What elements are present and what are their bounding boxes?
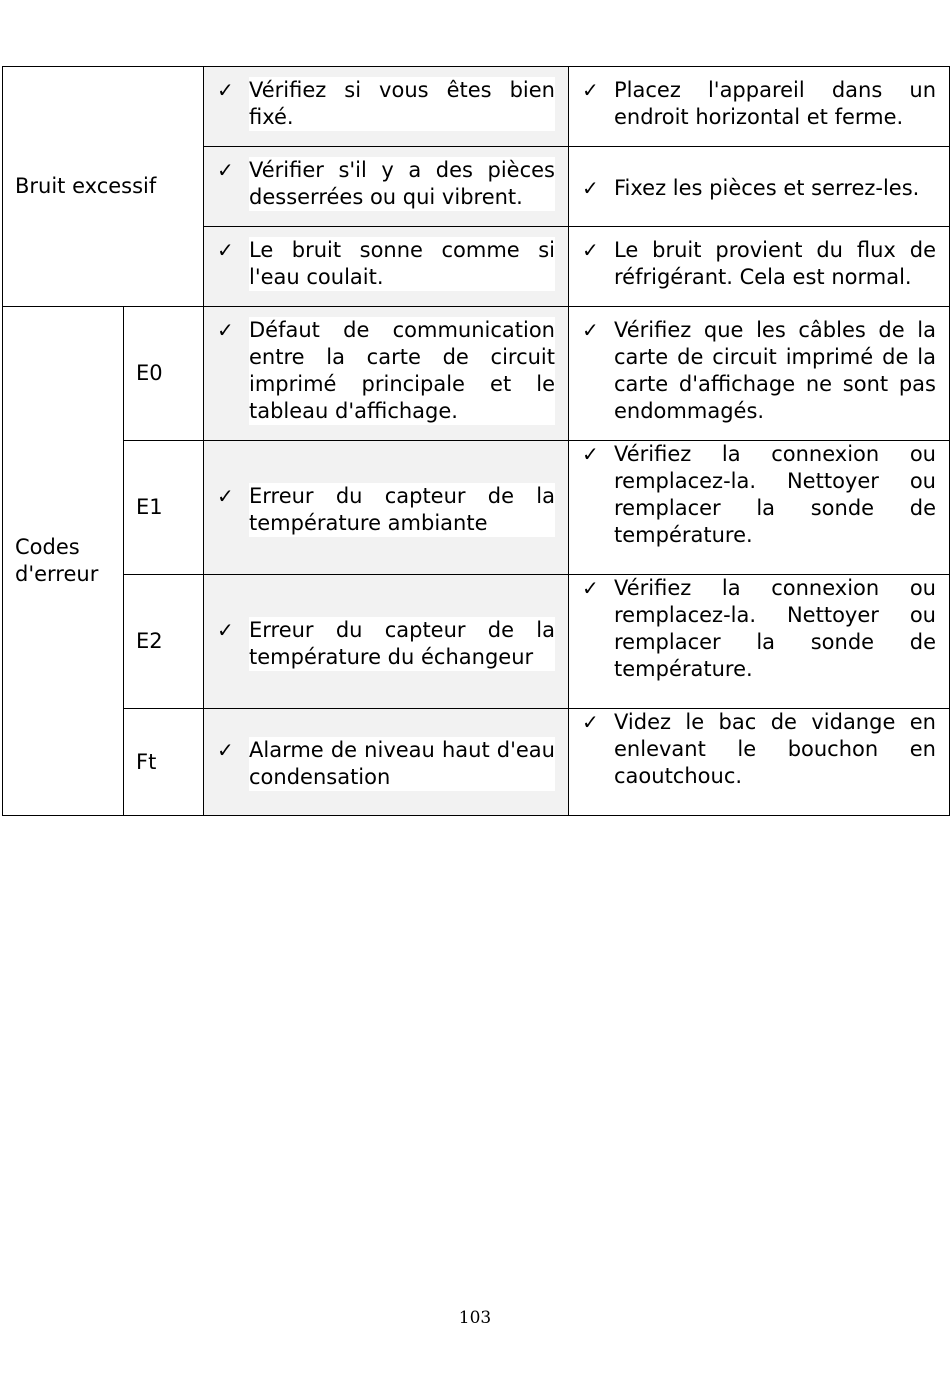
- category-errors-label: Codes d'erreur: [3, 307, 124, 816]
- table-row: [3, 441, 950, 575]
- solution-cell: [569, 307, 950, 441]
- cause-text: Vérifiez si vous êtes bien fixé.: [249, 78, 555, 129]
- table-row: [3, 575, 950, 709]
- solution-text: Vérifiez la connexion ou remplacez-la. Nettoyer ou remplacer la sonde de température.: [614, 576, 936, 681]
- solution-cell: [569, 709, 950, 816]
- page-number: 103: [458, 1308, 492, 1328]
- solution-text: Vérifiez la connexion ou remplacez-la. Nettoyer ou remplacer la sonde de température.: [614, 442, 936, 547]
- solution-text: Placez l'appareil dans un endroit horizontal et ferme.: [614, 78, 936, 129]
- cause-cell: [204, 575, 569, 709]
- solution-cell: [569, 147, 950, 227]
- check-icon: ✓: [582, 176, 599, 200]
- check-icon: ✓: [217, 617, 234, 642]
- check-icon: ✓: [582, 576, 599, 600]
- check-icon: ✓: [582, 442, 599, 466]
- cause-text: Le bruit sonne comme si l'eau coulait.: [249, 238, 555, 289]
- cause-text: Erreur du capteur de la température du échangeur: [249, 617, 555, 669]
- table-row: [3, 307, 950, 441]
- cause-text: Vérifier s'il y a des pièces desserrées ou qui vibrent.: [249, 158, 555, 209]
- cause-cell: [204, 147, 569, 227]
- cause-cell: [204, 67, 569, 147]
- table-row: [3, 67, 950, 147]
- check-icon: ✓: [217, 78, 234, 102]
- category-noise-label: Bruit excessif: [3, 67, 204, 307]
- solution-text: Fixez les pièces et serrez-les.: [614, 176, 920, 200]
- cause-cell: [204, 307, 569, 441]
- cause-cell: [204, 709, 569, 816]
- error-code: E0: [124, 307, 204, 441]
- cause-text: Défaut de communication entre la carte de circuit imprimé principale et le tableau d'affichage.: [249, 318, 555, 423]
- solution-text: Videz le bac de vidange en enlevant le bouchon en caoutchouc.: [614, 710, 936, 788]
- check-icon: ✓: [217, 238, 234, 262]
- check-icon: ✓: [217, 318, 234, 342]
- error-code: E1: [124, 441, 204, 575]
- solution-cell: [569, 67, 950, 147]
- check-icon: ✓: [582, 238, 599, 262]
- check-icon: ✓: [582, 318, 599, 342]
- solution-text: Vérifiez que les câbles de la carte de circuit imprimé de la carte d'affichage ne sont pas endommagés.: [614, 318, 936, 423]
- check-icon: ✓: [217, 158, 234, 182]
- cause-cell: [204, 227, 569, 307]
- table-row: [3, 709, 950, 816]
- check-icon: ✓: [582, 78, 599, 102]
- check-icon: ✓: [217, 483, 234, 508]
- check-icon: ✓: [582, 710, 599, 734]
- cause-text: Erreur du capteur de la température ambiante: [249, 483, 555, 535]
- error-code: E2: [124, 575, 204, 709]
- error-code: Ft: [124, 709, 204, 816]
- check-icon: ✓: [217, 738, 234, 762]
- solution-cell: [569, 575, 950, 709]
- cause-cell: [204, 441, 569, 575]
- cause-text: Alarme de niveau haut d'eau condensation: [249, 738, 555, 789]
- troubleshooting-table: [2, 66, 950, 816]
- solution-cell: [569, 227, 950, 307]
- solution-text: Le bruit provient du flux de réfrigérant. Cela est normal.: [614, 238, 936, 289]
- solution-cell: [569, 441, 950, 575]
